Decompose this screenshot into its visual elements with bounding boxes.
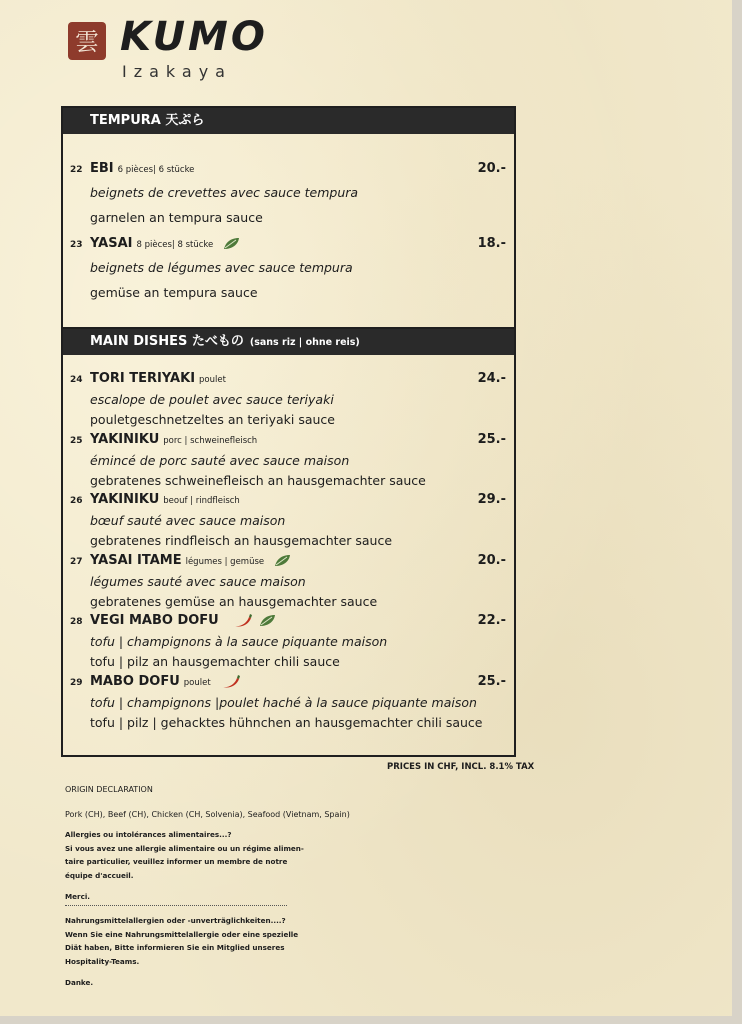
item-number: 29 — [70, 677, 83, 688]
item-desc-de: garnelen an tempura sauce — [90, 210, 263, 225]
section-title: MAIN DISHES たべもの — [90, 334, 244, 349]
allergy-de-line: Wenn Sie eine Nahrungsmittelallergie oder eine spezielle — [65, 929, 299, 939]
leaf-icon — [274, 554, 291, 567]
item-name — [90, 492, 240, 507]
chili-icon — [221, 674, 241, 689]
item-price: 29.- — [477, 492, 506, 507]
item-title: EBI — [90, 161, 114, 176]
item-desc-fr: escalope de poulet avec sauce teriyaki — [90, 392, 334, 407]
item-title: TORI TERIYAKI — [90, 371, 196, 386]
item-number: 23 — [70, 240, 83, 250]
item-desc-fr: émincé de porc sauté avec sauce maison — [90, 452, 350, 468]
item-desc-fr: bœuf sauté avec sauce maison — [90, 513, 286, 528]
item-title: MABO DOFU — [90, 673, 180, 689]
main-dishes-section — [61, 329, 516, 757]
merci-text: Merci. — [65, 892, 91, 901]
item-portion: 8 pièces| 8 stücke — [136, 240, 214, 250]
item-number: 26 — [70, 496, 83, 506]
item-number: 22 — [70, 165, 83, 175]
item-price: 25.- — [477, 431, 506, 447]
allergy-notice-de — [65, 914, 298, 968]
section-title: TEMPURA 天ぷら — [90, 113, 205, 128]
item-name — [90, 613, 282, 628]
diet-icons — [233, 613, 282, 628]
item-portion: légumes | gemüse — [185, 556, 265, 567]
item-title: YAKINIKU — [90, 492, 160, 507]
item-desc-fr: légumes sauté avec sauce maison — [90, 573, 306, 589]
item-name — [90, 674, 247, 689]
chili-icon — [233, 613, 253, 628]
kumo-seal-icon — [72, 26, 102, 56]
leaf-icon — [259, 614, 276, 627]
item-price: 20.- — [477, 552, 506, 568]
tempura-section — [61, 106, 516, 329]
item-price: 20.- — [477, 161, 506, 176]
item-desc-de: gebratenes gemüse an hausgemachter sauce — [90, 593, 378, 609]
tempura-header — [63, 108, 514, 134]
origin-title: ORIGIN DECLARATION — [65, 785, 153, 794]
diet-icons — [221, 674, 247, 689]
item-title: YAKINIKU — [90, 431, 160, 447]
item-portion: poulet — [183, 677, 211, 688]
item-price: 18.- — [477, 236, 506, 251]
item-name — [90, 236, 246, 251]
item-number: 27 — [70, 556, 83, 567]
item-title: VEGI MABO DOFU — [90, 613, 219, 628]
leaf-icon — [223, 237, 240, 250]
allergy-fr-line: taire particulier, veuillez informer un membre de notre — [65, 857, 288, 866]
item-desc-fr: beignets de crevettes avec sauce tempura — [90, 185, 359, 200]
item-title: YASAI ITAME — [90, 552, 182, 568]
tax-note: PRICES IN CHF, INCL. 8.1% TAX — [387, 762, 535, 772]
item-portion: poulet — [199, 375, 226, 385]
logo-name: KUMO — [120, 14, 268, 60]
item-desc-de: gebratenes rindfleisch an hausgemachter sauce — [90, 533, 393, 548]
item-price: 24.- — [477, 371, 506, 386]
item-portion: porc | schweinefleisch — [163, 435, 258, 446]
logo-seal — [68, 22, 106, 60]
item-desc-de: tofu | pilz | gehacktes hühnchen an hausgemachter chili sauce — [90, 714, 483, 730]
item-number: 28 — [70, 617, 83, 627]
page-bottom-edge — [0, 1016, 742, 1024]
allergy-de-line: Hospitality-Teams. — [65, 956, 140, 966]
item-name — [90, 432, 257, 447]
item-price: 25.- — [477, 673, 506, 689]
item-desc-fr: tofu | champignons |poulet haché à la sauce piquante maison — [90, 694, 477, 710]
svg-text:雲: 雲 — [75, 28, 99, 56]
item-name — [90, 553, 297, 568]
allergy-fr-line: Allergies ou intolérances alimentaires...? — [65, 830, 232, 839]
logo-subtitle: Izakaya — [122, 62, 232, 81]
danke-text: Danke. — [65, 978, 94, 987]
item-number: 25 — [70, 435, 83, 446]
item-desc-de: gebratenes schweinefleisch an hausgemachter sauce — [90, 472, 426, 488]
item-price: 22.- — [477, 613, 506, 628]
origin-text: Pork (CH), Beef (CH), Chicken (CH, Solvenia), Seafood (Vietnam, Spain) — [65, 810, 350, 819]
diet-icons — [274, 553, 297, 568]
item-desc-de: gemüse an tempura sauce — [90, 285, 258, 300]
item-portion: 6 pièces| 6 stücke — [117, 165, 195, 175]
item-number: 24 — [70, 375, 83, 385]
diet-icons — [223, 236, 246, 251]
item-desc-de: pouletgeschnetzeltes an teriyaki sauce — [90, 412, 335, 427]
section-note: (sans riz | ohne reis) — [249, 337, 360, 348]
item-desc-fr: beignets de légumes avec sauce tempura — [90, 260, 353, 275]
main-dishes-header — [63, 329, 514, 355]
allergy-de-line: Nahrungsmittelallergien oder -unverträglichkeiten....? — [65, 916, 286, 925]
allergy-fr-line: Si vous avez une allergie alimentaire ou un régime alimen- — [65, 843, 304, 853]
item-name — [90, 161, 194, 176]
allergy-notice-fr — [65, 828, 304, 882]
item-title: YASAI — [90, 236, 133, 251]
page-edge — [732, 0, 742, 1024]
item-portion: beouf | rindfleisch — [163, 496, 240, 506]
item-desc-fr: tofu | champignons à la sauce piquante maison — [90, 634, 388, 649]
allergy-de-line: Diät haben, Bitte informieren Sie ein Mitglied unseres — [65, 943, 285, 952]
dotted-divider — [65, 905, 287, 906]
item-name — [90, 371, 226, 386]
item-desc-de: tofu | pilz an hausgemachter chili sauce — [90, 654, 340, 669]
allergy-fr-line: équipe d'accueil. — [65, 870, 134, 880]
